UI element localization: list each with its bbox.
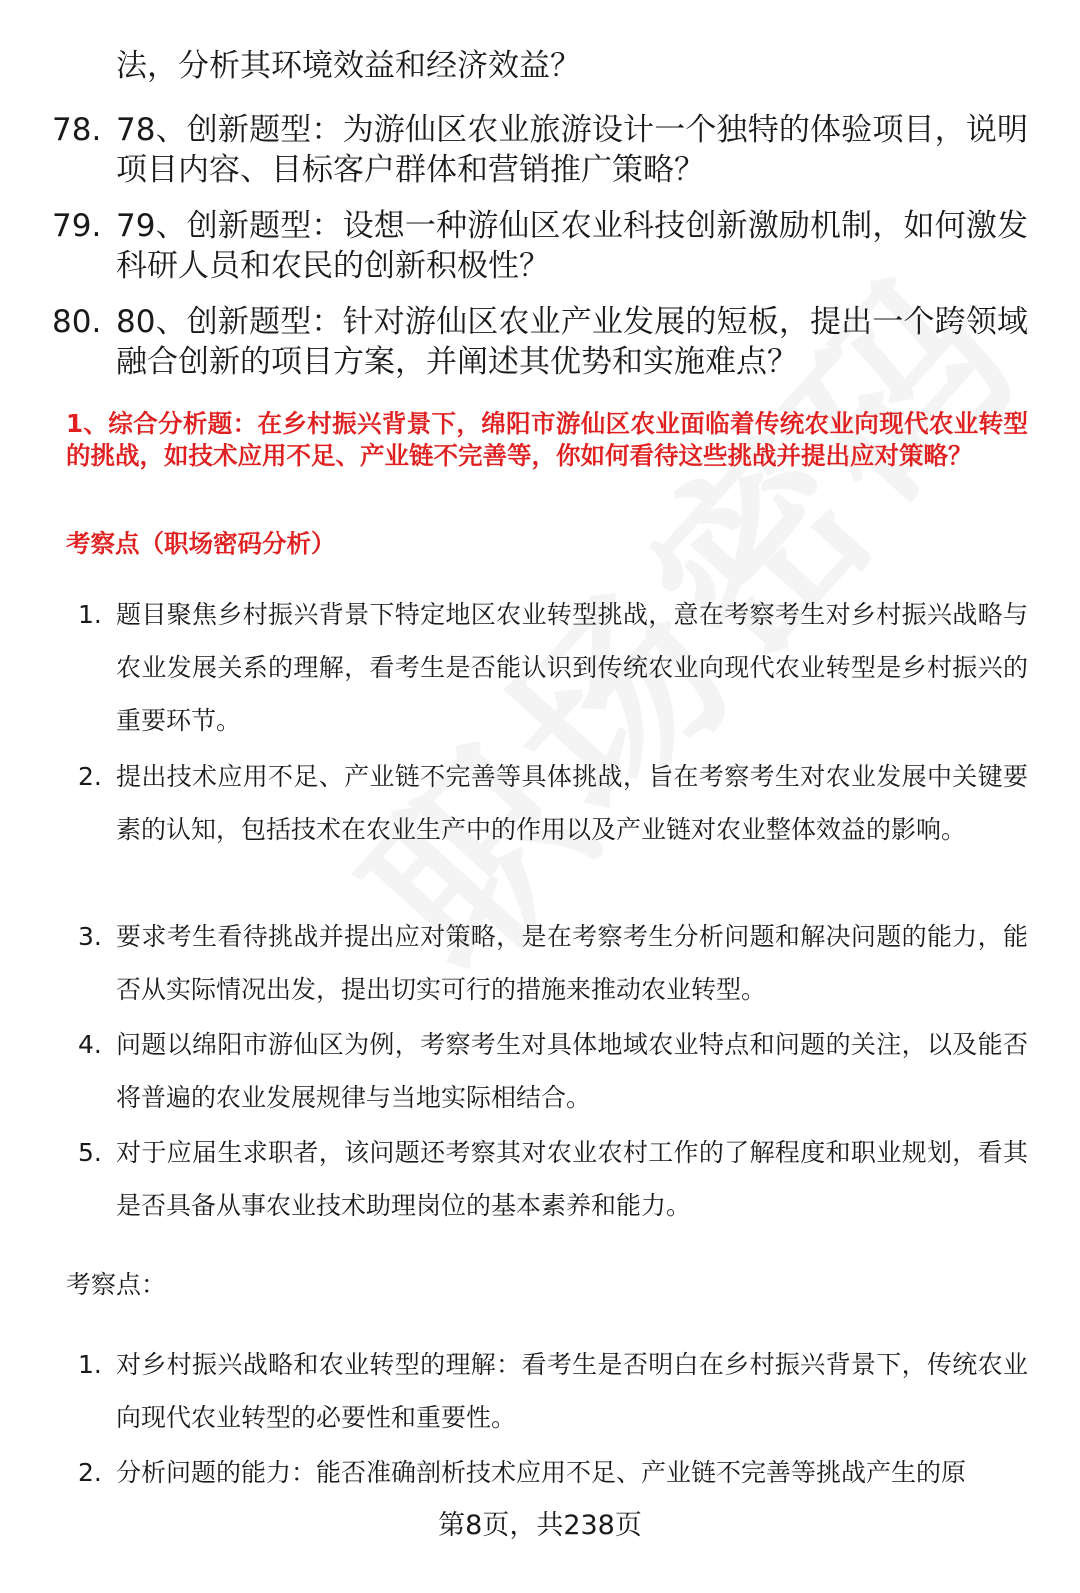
list-item-number: 1. <box>78 600 102 629</box>
examination-points-heading: 考察点： <box>66 1270 167 1299</box>
question-text: 80、创新题型：针对游仙区农业产业发展的短板，提出一个跨领域融合创新的项目方案，并阐述其优势和实施难点？ <box>116 304 1028 380</box>
list-item-text: 对乡村振兴战略和农业转型的理解：看考生是否明白在乡村振兴背景下，传统农业向现代农业转型的必要性和重要性。 <box>116 1350 1028 1432</box>
list-item-text: 要求考生看待挑战并提出应对策略，是在考察考生分析问题和解决问题的能力，能否从实际情况出发，提出切实可行的措施来推动农业转型。 <box>116 922 1028 1004</box>
list-item-text: 提出技术应用不足、产业链不完善等具体挑战，旨在考察考生对农业发展中关键要素的认知，包括技术在农业生产中的作用以及产业链对农业整体效益的影响。 <box>116 762 1028 844</box>
list-item-text: 分析问题的能力：能否准确剖析技术应用不足、产业链不完善等挑战产生的原 <box>116 1458 967 1487</box>
question-number: 80. <box>52 304 102 340</box>
list-item-number: 2. <box>78 762 102 791</box>
question-text: 79、创新题型：设想一种游仙区农业科技创新激励机制，如何激发科研人员和农民的创新积极性？ <box>116 208 1028 284</box>
list-item-number: 3. <box>78 922 102 951</box>
list-item-number: 2. <box>78 1458 102 1487</box>
list-item-text: 对于应届生求职者，该问题还考察其对农业农村工作的了解程度和职业规划，看其是否具备从事农业技术助理岗位的基本素养和能力。 <box>116 1138 1028 1220</box>
question-number: 79. <box>52 208 102 244</box>
question-continuation: 法，分析其环境效益和经济效益？ <box>116 48 581 84</box>
section-heading: 1、综合分析题：在乡村振兴背景下，绵阳市游仙区农业面临着传统农业向现代农业转型的挑战，如技术应用不足、产业链不完善等，你如何看待这些挑战并提出应对策略？ <box>66 409 1028 470</box>
list-item-text: 题目聚焦乡村振兴背景下特定地区农业转型挑战，意在考察考生对乡村振兴战略与农业发展关系的理解，看考生是否能认识到传统农业向现代农业转型是乡村振兴的重要环节。 <box>116 600 1028 735</box>
section-subheading: 考察点（职场密码分析） <box>66 529 336 558</box>
question-text: 78、创新题型：为游仙区农业旅游设计一个独特的体验项目，说明项目内容、目标客户群体和营销推广策略？ <box>116 112 1028 188</box>
page-footer: 第8页，共238页 <box>438 1510 642 1541</box>
list-item-number: 4. <box>78 1030 102 1059</box>
question-number: 78. <box>52 112 102 148</box>
list-item-text: 问题以绵阳市游仙区为例，考察考生对具体地域农业特点和问题的关注，以及能否将普遍的农业发展规律与当地实际相结合。 <box>116 1030 1028 1112</box>
list-item-number: 1. <box>78 1350 102 1379</box>
list-item-number: 5. <box>78 1138 102 1167</box>
